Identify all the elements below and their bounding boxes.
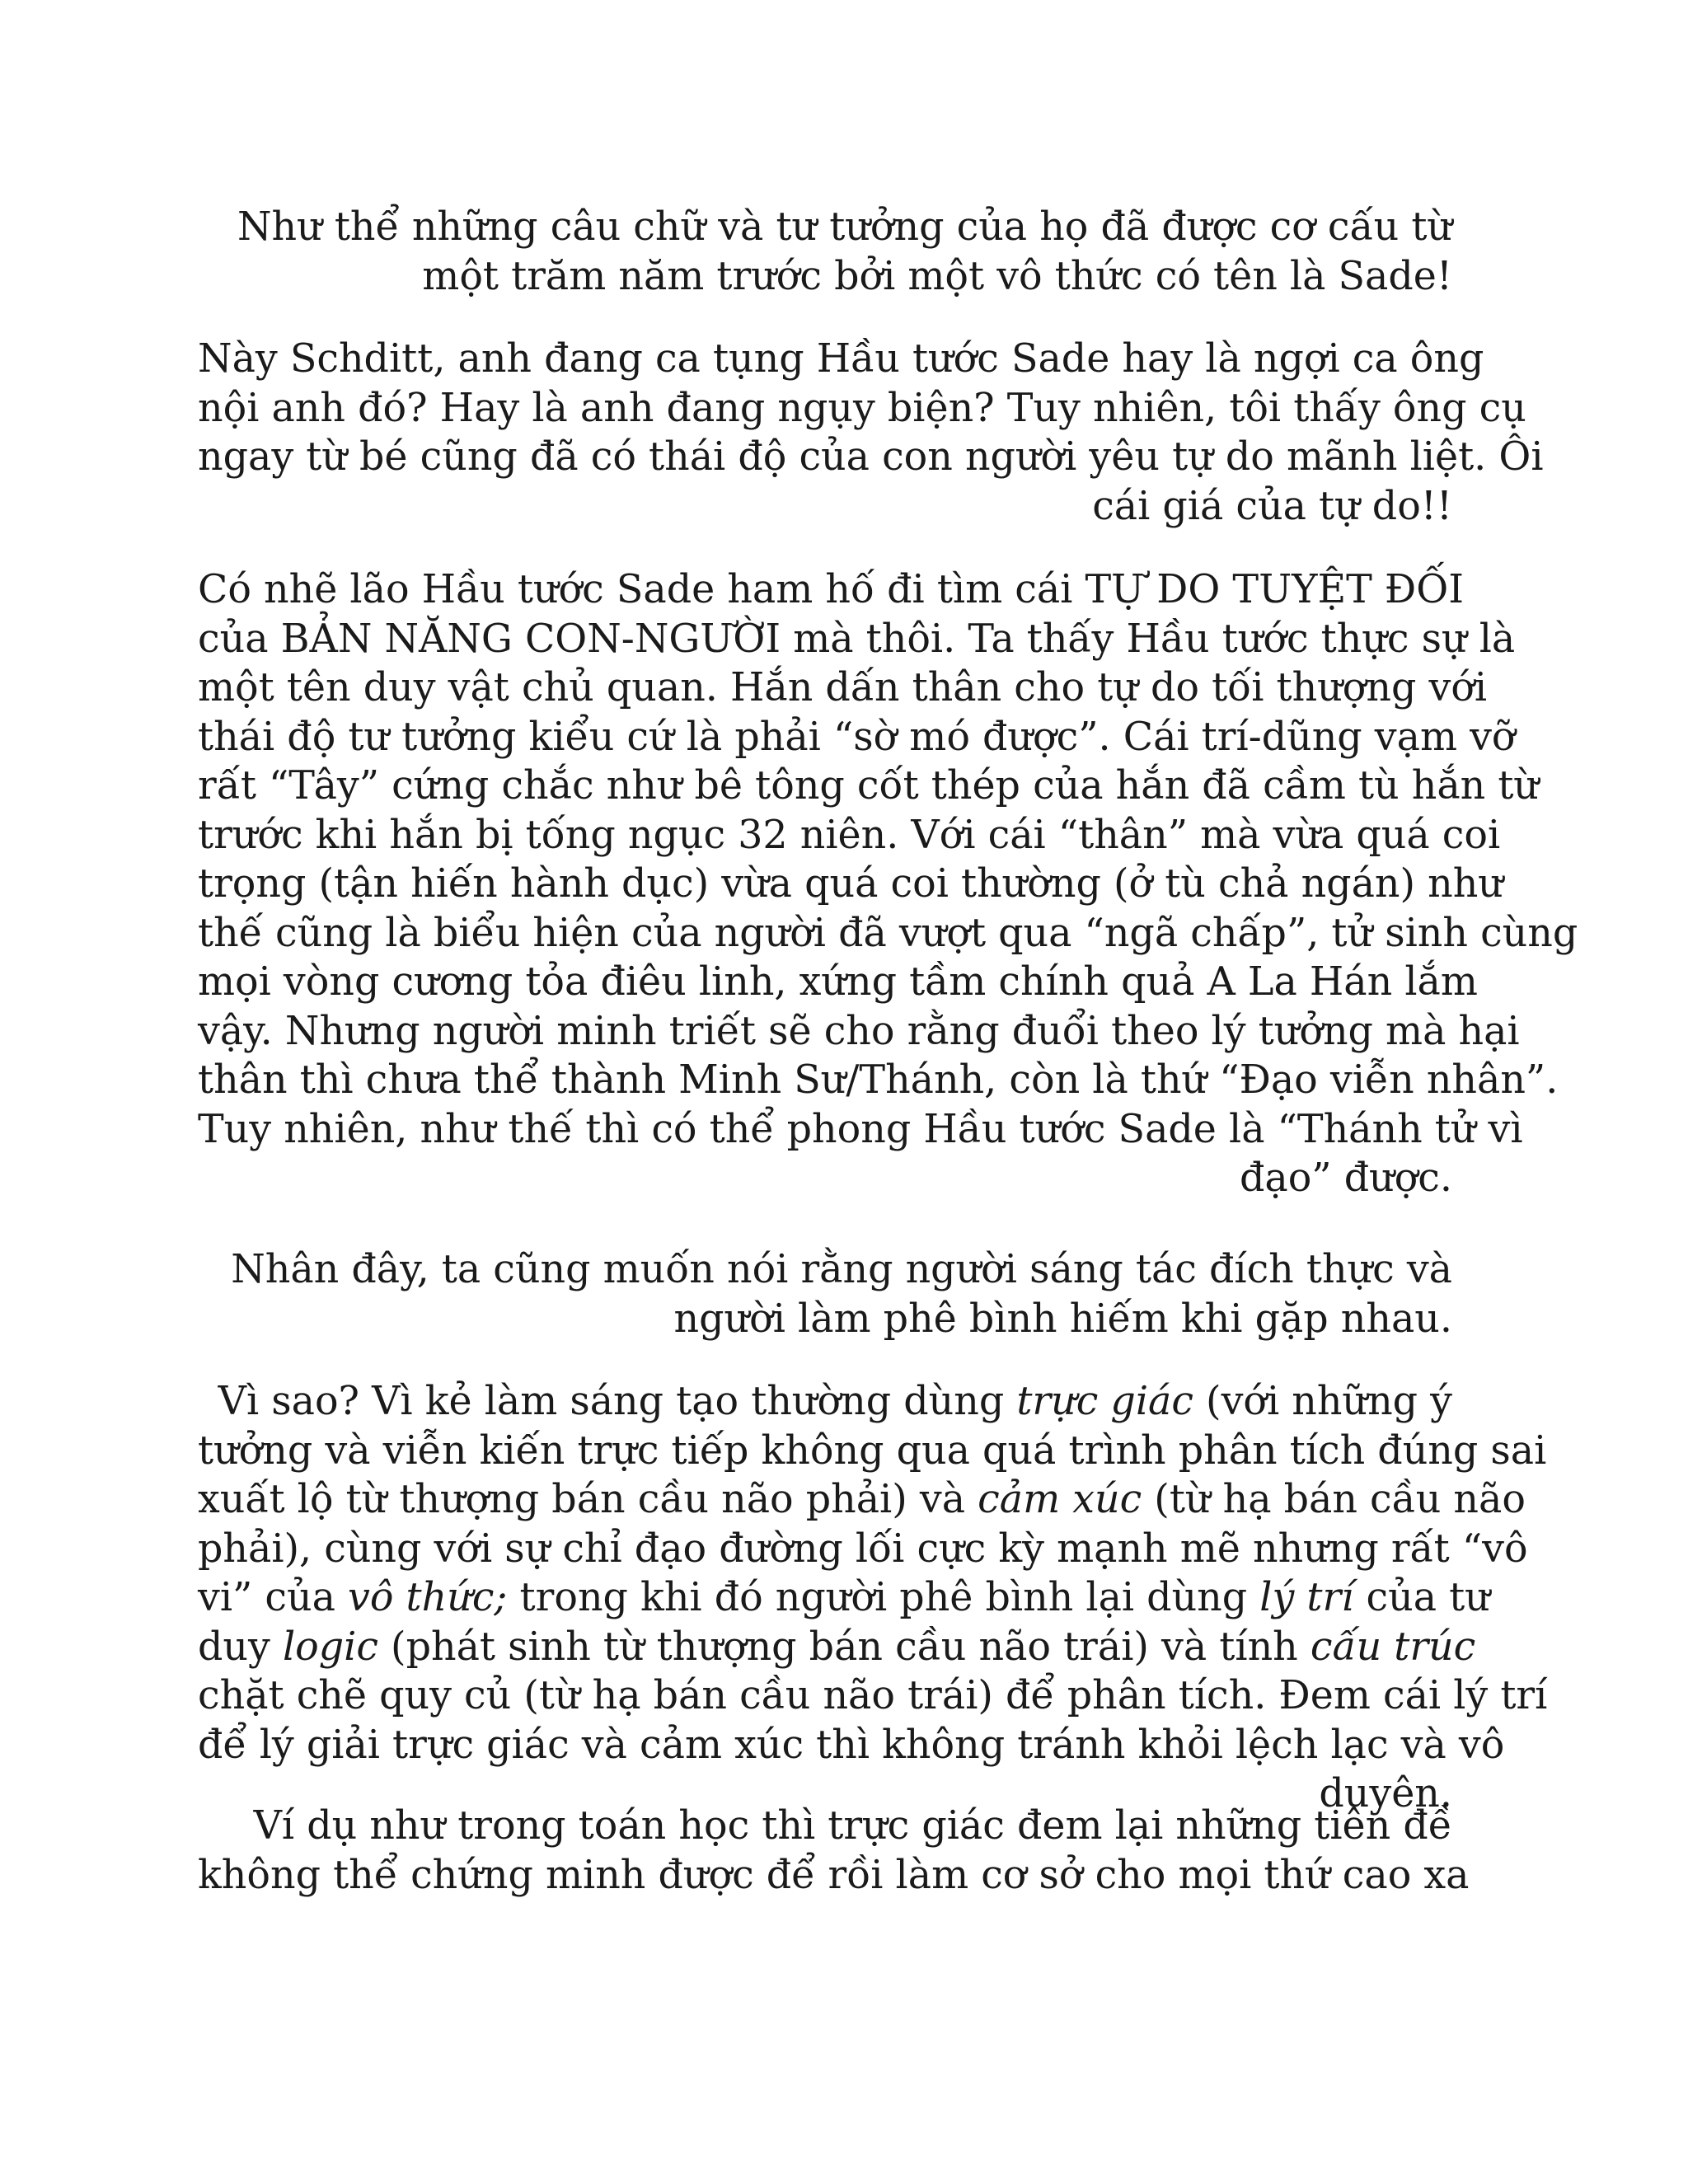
text-segment: trọng (tận hiến hành dục) vừa quá coi thường (ở tù chả ngán) như <box>198 861 1503 907</box>
text-line <box>198 1802 1452 1851</box>
text-line <box>198 335 1484 384</box>
text-line <box>198 1525 1528 1574</box>
text-segment: đạo” được. <box>1239 1155 1452 1201</box>
text-line <box>198 1154 1452 1203</box>
text-segment: Tuy nhiên, như thế thì có thể phong Hầu tước Sade là “Thánh tử vì <box>198 1106 1523 1152</box>
text-segment: của BẢN NĂNG CON-NGƯỜI mà thôi. Ta thấy Hầu tước thực sự là <box>198 616 1516 662</box>
paragraph <box>198 565 1578 1203</box>
text-segment: ngay từ bé cũng đã có thái độ của con người yêu tự do mãnh liệt. Ôi <box>198 434 1544 480</box>
paragraph <box>198 1377 1548 1819</box>
text-segment: (từ hạ bán cầu não <box>1142 1477 1526 1522</box>
text-line <box>198 1671 1548 1721</box>
text-segment: trong khi đó người phê bình lại dùng <box>507 1575 1260 1620</box>
italic-term: lý trí <box>1259 1575 1354 1620</box>
text-line <box>198 565 1464 615</box>
text-line <box>198 1007 1520 1057</box>
paragraph <box>198 335 1544 531</box>
text-segment: một tên duy vật chủ quan. Hắn dấn thân cho tự do tối thượng với <box>198 665 1488 710</box>
text-segment: Vì sao? Vì kẻ làm sáng tạo thường dùng <box>218 1379 1017 1424</box>
text-segment: Như thể những câu chữ và tư tưởng của họ đã được cơ cấu từ <box>237 204 1452 250</box>
text-segment: Có nhẽ lão Hầu tước Sade ham hố đi tìm cái TỰ DO TUYỆT ĐỐI <box>198 567 1464 612</box>
paragraph <box>198 1245 1452 1343</box>
text-segment: trước khi hắn bị tống ngục 32 niên. Với cái “thân” mà vừa quá coi <box>198 812 1501 858</box>
text-segment: tưởng và viễn kiến trực tiếp không qua quá trình phân tích đúng sai <box>198 1427 1547 1474</box>
text-segment: một trăm năm trước bởi một vô thức có tên là Sade! <box>422 253 1452 299</box>
text-line <box>198 1295 1452 1344</box>
text-segment: (phát sinh từ thượng bán cầu não trái) và tính <box>377 1624 1311 1670</box>
text-segment: thái độ tư tưởng kiểu cứ là phải “sờ mó được”. Cái trí-dũng vạm vỡ <box>198 714 1516 760</box>
text-line <box>198 384 1526 434</box>
text-line <box>198 958 1478 1007</box>
text-line <box>198 1721 1505 1770</box>
text-line <box>198 663 1488 713</box>
italic-term: vô thức; <box>348 1575 508 1620</box>
text-segment: Này Schditt, anh đang ca tụng Hầu tước Sade hay là ngợi ca ông <box>198 336 1484 382</box>
text-line <box>198 1056 1559 1105</box>
text-line <box>198 811 1501 860</box>
text-segment: phải), cùng với sự chỉ đạo đường lối cực kỳ mạnh mẽ nhưng rất “vô <box>198 1526 1528 1572</box>
italic-term: cảm xúc <box>978 1477 1142 1522</box>
text-line <box>198 1105 1523 1155</box>
text-line <box>198 1623 1476 1672</box>
paragraph <box>198 203 1452 301</box>
text-line <box>198 1851 1470 1900</box>
text-segment: để lý giải trực giác và cảm xúc thì không tránh khỏi lệch lạc và vô <box>198 1722 1505 1768</box>
text-line <box>198 203 1452 252</box>
text-segment: vậy. Nhưng người minh triết sẽ cho rằng đuổi theo lý tưởng mà hại <box>198 1008 1520 1054</box>
italic-term: trực giác <box>1016 1379 1193 1424</box>
text-segment: Ví dụ như trong toán học thì trực giác đem lại những tiên đề <box>253 1803 1452 1849</box>
text-line <box>198 860 1503 909</box>
text-line <box>198 909 1578 958</box>
text-segment: không thể chứng minh được để rồi làm cơ sở cho mọi thứ cao xa <box>198 1852 1470 1898</box>
text-segment: chặt chẽ quy củ (từ hạ bán cầu não trái) để phân tích. Đem cái lý trí <box>198 1673 1548 1718</box>
text-segment: thế cũng là biểu hiện của người đã vượt qua “ngã chấp”, tử sinh cùng <box>198 910 1578 956</box>
paragraph <box>198 1802 1470 1900</box>
text-segment: người làm phê bình hiếm khi gặp nhau. <box>673 1296 1452 1342</box>
text-segment: (với những ý <box>1193 1379 1452 1424</box>
text-segment: Nhân đây, ta cũng muốn nói rằng người sáng tác đích thực và <box>231 1247 1452 1292</box>
text-segment: xuất lộ từ thượng bán cầu não phải) và <box>198 1477 978 1522</box>
text-segment: rất “Tây” cứng chắc như bê tông cốt thép của hắn đã cầm tù hắn từ <box>198 763 1540 808</box>
text-segment: của tư <box>1353 1575 1490 1620</box>
italic-term: logic <box>282 1624 378 1670</box>
text-line <box>198 615 1516 664</box>
text-segment: nội anh đó? Hay là anh đang ngụy biện? Tuy nhiên, tôi thấy ông cụ <box>198 385 1526 431</box>
text-segment: duyên. <box>1319 1771 1452 1816</box>
text-line <box>198 1427 1547 1476</box>
text-line <box>198 713 1516 762</box>
text-line <box>198 482 1452 532</box>
text-line <box>198 252 1452 302</box>
text-segment: mọi vòng cương tỏa điêu linh, xứng tầm chính quả A La Hán lắm <box>198 959 1478 1005</box>
text-segment: duy <box>198 1624 283 1670</box>
text-line <box>198 433 1544 482</box>
text-line <box>198 1377 1452 1427</box>
italic-term: cấu trúc <box>1310 1624 1476 1670</box>
text-line <box>198 1245 1452 1295</box>
text-line <box>198 762 1540 811</box>
text-line <box>198 1573 1490 1623</box>
text-segment: cái giá của tự do!! <box>1092 483 1452 529</box>
text-segment: thân thì chưa thể thành Minh Sư/Thánh, còn là thứ “Đạo viễn nhân”. <box>198 1057 1559 1103</box>
text-line <box>198 1475 1526 1525</box>
text-segment: vi” của <box>198 1575 349 1620</box>
